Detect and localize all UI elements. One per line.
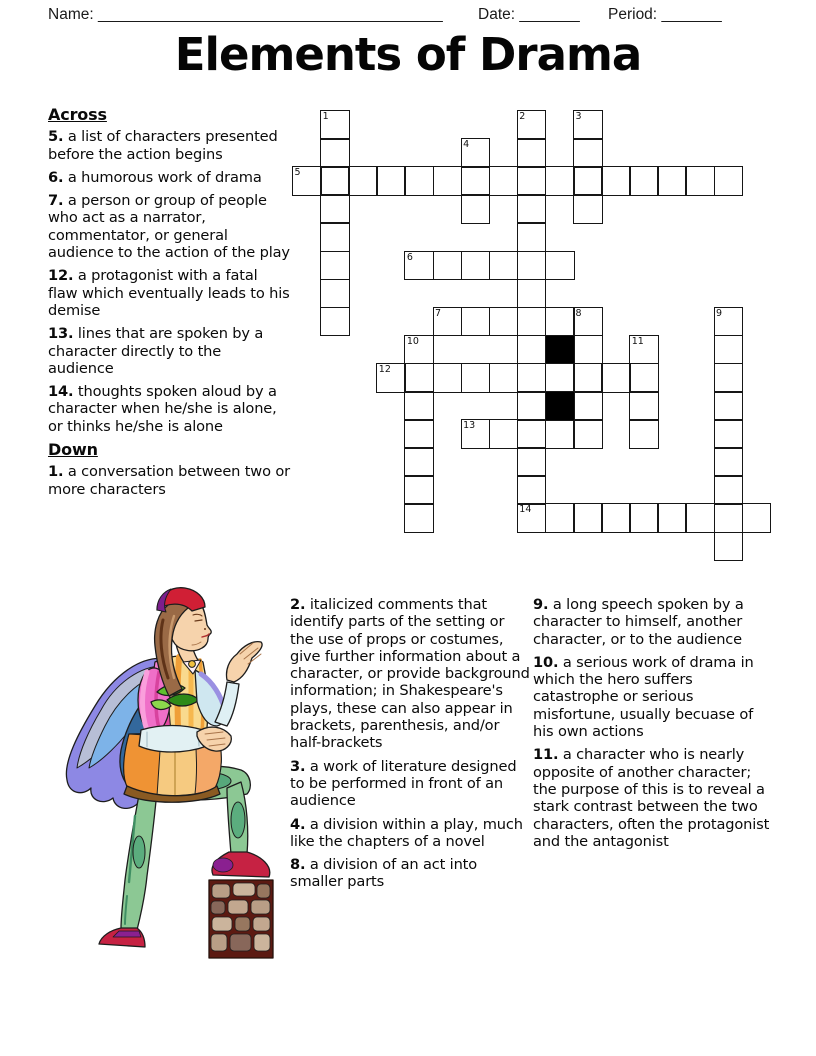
grid-cell-8-7[interactable] bbox=[517, 307, 547, 337]
clue-number-11: 11 bbox=[631, 335, 644, 347]
grid-cell-11-9[interactable] bbox=[601, 363, 631, 393]
grid-cell-9-9[interactable] bbox=[545, 363, 575, 393]
grid-cell-9-7[interactable] bbox=[545, 307, 575, 337]
grid-cell-4-14[interactable] bbox=[404, 503, 434, 533]
grid-cell-8-10[interactable] bbox=[517, 391, 547, 421]
clue-number-12: 12 bbox=[378, 363, 391, 375]
grid-cell-5-5[interactable] bbox=[433, 251, 463, 281]
clue-6: 6. a humorous work of drama bbox=[48, 168, 262, 186]
grid-cell-10-2[interactable] bbox=[573, 166, 603, 196]
grid-cell-12-9[interactable] bbox=[629, 363, 659, 393]
clue-number-1: 1 bbox=[322, 111, 329, 122]
grid-cell-6-11[interactable] bbox=[461, 419, 491, 449]
grid-cell-4-5[interactable] bbox=[404, 251, 434, 281]
grid-cell-15-11[interactable] bbox=[714, 419, 744, 449]
grid-cell-6-5[interactable] bbox=[461, 251, 491, 281]
clue-14: 14. thoughts spoken aloud by a character when he/she is alone, or thinks he/she is alone bbox=[48, 383, 277, 435]
down-clue-list-left bbox=[48, 463, 290, 498]
grid-cell-16-14[interactable] bbox=[742, 503, 772, 533]
grid-cell-13-14[interactable] bbox=[657, 503, 687, 533]
down-clue-list-middle bbox=[290, 596, 532, 897]
grid-cell-9-14[interactable] bbox=[545, 503, 575, 533]
grid-cell-11-2[interactable] bbox=[601, 166, 631, 196]
crossword-grid[interactable] bbox=[292, 110, 774, 564]
grid-cell-10-3[interactable] bbox=[573, 194, 603, 224]
grid-cell-7-9[interactable] bbox=[489, 363, 519, 393]
grid-cell-10-11[interactable] bbox=[573, 419, 603, 449]
grid-cell-8-4[interactable] bbox=[517, 222, 547, 252]
clue-3: 3. a work of literature designed to be performed in front of an audience bbox=[290, 757, 517, 810]
grid-cell-5-2[interactable] bbox=[433, 166, 463, 196]
clue-number-6: 6 bbox=[406, 251, 413, 263]
grid-cell-6-7[interactable] bbox=[461, 307, 491, 337]
grid-cell-15-8[interactable] bbox=[714, 335, 744, 365]
grid-cell-14-2[interactable] bbox=[685, 166, 715, 196]
grid-cell-4-8[interactable] bbox=[404, 335, 434, 365]
brick-pedestal bbox=[209, 880, 273, 958]
clue-1: 1. a conversation between two or more characters bbox=[48, 463, 290, 498]
grid-cell-13-2[interactable] bbox=[657, 166, 687, 196]
date-field-group bbox=[478, 6, 580, 24]
clue-number-4: 4 bbox=[463, 139, 470, 151]
clue-number-7: 7 bbox=[435, 307, 442, 319]
grid-cell-6-1[interactable] bbox=[461, 138, 491, 168]
jester-illustration bbox=[55, 584, 287, 964]
grid-cell-6-2[interactable] bbox=[461, 166, 491, 196]
grid-cell-12-11[interactable] bbox=[629, 419, 659, 449]
clue-number-8: 8 bbox=[575, 307, 582, 319]
period-field-group bbox=[608, 6, 722, 24]
clue-number-3: 3 bbox=[575, 111, 582, 122]
grid-cell-8-1[interactable] bbox=[517, 138, 547, 168]
period-blank-line[interactable]: _______ bbox=[661, 6, 722, 23]
grid-cell-4-12[interactable] bbox=[404, 447, 434, 477]
grid-cell-10-9[interactable] bbox=[573, 363, 603, 393]
grid-cell-0-2[interactable] bbox=[292, 166, 322, 196]
grid-cell-7-5[interactable] bbox=[489, 251, 519, 281]
grid-cell-15-15[interactable] bbox=[714, 532, 744, 562]
clue-8: 8. a division of an act into smaller parts bbox=[290, 856, 478, 891]
grid-cell-8-14[interactable] bbox=[517, 503, 547, 533]
grid-cell-14-14[interactable] bbox=[685, 503, 715, 533]
grid-cell-10-7[interactable] bbox=[573, 307, 603, 337]
grid-cell-9-2[interactable] bbox=[545, 166, 575, 196]
clue-number-13: 13 bbox=[463, 420, 476, 432]
grid-cell-8-2[interactable] bbox=[517, 166, 547, 196]
grid-cell-1-3[interactable] bbox=[320, 194, 350, 224]
clue-4: 4. a division within a play, much like the chapters of a novel bbox=[290, 815, 523, 850]
grid-cell-6-9[interactable] bbox=[461, 363, 491, 393]
grid-cell-10-0[interactable] bbox=[573, 110, 603, 140]
grid-cell-5-9[interactable] bbox=[433, 363, 463, 393]
clue-number-2: 2 bbox=[519, 111, 526, 122]
black-cell-9-8 bbox=[545, 335, 575, 365]
clue-9: 9. a long speech spoken by a character to himself, another character, or to the audience bbox=[533, 596, 744, 648]
grid-cell-15-9[interactable] bbox=[714, 363, 744, 393]
grid-cell-10-10[interactable] bbox=[573, 391, 603, 421]
grid-cell-8-5[interactable] bbox=[517, 251, 547, 281]
grid-cell-15-12[interactable] bbox=[714, 447, 744, 477]
grid-cell-8-11[interactable] bbox=[517, 419, 547, 449]
grid-cell-8-0[interactable] bbox=[517, 110, 547, 140]
date-label: Date: bbox=[478, 6, 516, 23]
grid-cell-4-9[interactable] bbox=[404, 363, 434, 393]
clue-7: 7. a person or group of people who act as a narrator, commentator, or general audience to the action of the play bbox=[48, 192, 290, 262]
clue-number-10: 10 bbox=[406, 335, 419, 347]
left-clue-column bbox=[48, 106, 290, 504]
grid-cell-1-5[interactable] bbox=[320, 251, 350, 281]
period-label: Period: bbox=[608, 6, 658, 23]
grid-cell-1-0[interactable] bbox=[320, 110, 350, 140]
down-clue-list-right bbox=[533, 596, 773, 856]
date-blank-line[interactable]: _______ bbox=[519, 6, 580, 23]
grid-cell-5-7[interactable] bbox=[433, 307, 463, 337]
grid-cell-12-2[interactable] bbox=[629, 166, 659, 196]
grid-cell-4-11[interactable] bbox=[404, 419, 434, 449]
clue-2: 2. italicized comments that identify parts of the setting or the use of props or costumes, give further information about a character, or provide background information; in Shakespeare's plays, these can also appear in brackets, parenthesis, and/or half-brackets bbox=[290, 596, 530, 752]
down-header: Down bbox=[48, 440, 98, 460]
clue-11: 11. a character who is nearly opposite of another character; the purpose of this is to reveal a stark contrast between the two characters, often the protagonist and the antagonist bbox=[533, 746, 770, 850]
grid-cell-4-13[interactable] bbox=[404, 475, 434, 505]
grid-cell-8-8[interactable] bbox=[517, 335, 547, 365]
clue-12: 12. a protagonist with a fatal flaw which eventually leads to his demise bbox=[48, 267, 290, 319]
grid-cell-1-1[interactable] bbox=[320, 138, 350, 168]
grid-cell-15-10[interactable] bbox=[714, 391, 744, 421]
grid-cell-2-2[interactable] bbox=[348, 166, 378, 196]
grid-cell-7-2[interactable] bbox=[489, 166, 519, 196]
grid-cell-8-12[interactable] bbox=[517, 447, 547, 477]
grid-cell-3-2[interactable] bbox=[376, 166, 406, 196]
grid-cell-8-9[interactable] bbox=[517, 363, 547, 393]
grid-cell-12-10[interactable] bbox=[629, 391, 659, 421]
grid-cell-7-7[interactable] bbox=[489, 307, 519, 337]
grid-cell-12-8[interactable] bbox=[629, 335, 659, 365]
grid-cell-9-11[interactable] bbox=[545, 419, 575, 449]
clue-10: 10. a serious work of drama in which the hero suffers catastrophe or serious misfortune, usually becuase of his own actions bbox=[533, 653, 754, 741]
grid-cell-9-5[interactable] bbox=[545, 251, 575, 281]
clue-number-9: 9 bbox=[716, 307, 723, 319]
grid-cell-1-7[interactable] bbox=[320, 307, 350, 337]
name-field-group bbox=[48, 6, 443, 24]
grid-cell-8-13[interactable] bbox=[517, 475, 547, 505]
clue-number-5: 5 bbox=[294, 167, 301, 179]
grid-cell-1-2[interactable] bbox=[320, 166, 350, 196]
clue-5: 5. a list of characters presented before the action begins bbox=[48, 128, 278, 163]
clue-13: 13. lines that are spoken by a character directly to the audience bbox=[48, 325, 264, 377]
grid-cell-10-1[interactable] bbox=[573, 138, 603, 168]
grid-cell-4-2[interactable] bbox=[404, 166, 434, 196]
name-blank-line[interactable]: ________________________________________ bbox=[97, 6, 443, 23]
grid-cell-8-6[interactable] bbox=[517, 279, 547, 309]
name-label: Name: bbox=[48, 6, 94, 23]
grid-cell-15-7[interactable] bbox=[714, 307, 744, 337]
grid-cell-8-3[interactable] bbox=[517, 194, 547, 224]
grid-cell-10-8[interactable] bbox=[573, 335, 603, 365]
grid-cell-7-11[interactable] bbox=[489, 419, 519, 449]
grid-cell-6-3[interactable] bbox=[461, 194, 491, 224]
grid-cell-15-14[interactable] bbox=[714, 503, 744, 533]
clue-number-14: 14 bbox=[519, 504, 532, 516]
grid-cell-10-14[interactable] bbox=[573, 503, 603, 533]
grid-cell-3-9[interactable] bbox=[376, 363, 406, 393]
grid-cell-1-4[interactable] bbox=[320, 222, 350, 252]
grid-cell-4-10[interactable] bbox=[404, 391, 434, 421]
across-clue-list bbox=[48, 128, 290, 435]
grid-cell-1-6[interactable] bbox=[320, 279, 350, 309]
grid-cell-15-13[interactable] bbox=[714, 475, 744, 505]
grid-cell-15-2[interactable] bbox=[714, 166, 744, 196]
black-cell-9-10 bbox=[545, 391, 575, 421]
page-title: Elements of Drama bbox=[174, 28, 642, 81]
grid-cell-12-14[interactable] bbox=[629, 503, 659, 533]
across-header: Across bbox=[48, 105, 107, 124]
grid-cell-11-14[interactable] bbox=[601, 503, 631, 533]
